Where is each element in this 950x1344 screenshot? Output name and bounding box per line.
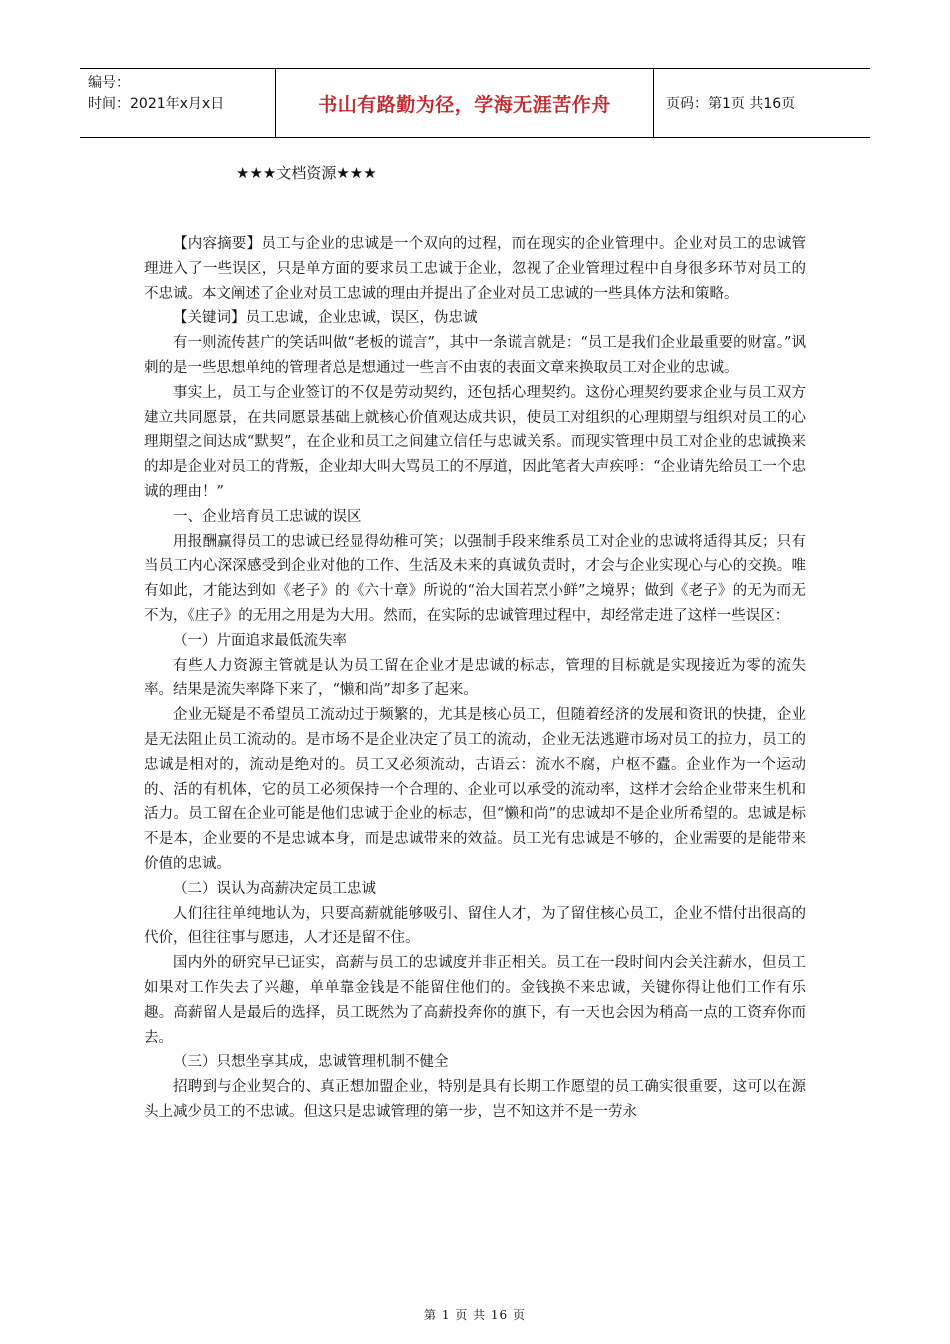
time-label: 时间：2021年x月x日 <box>88 96 225 112</box>
subsection-heading: （一）片面追求最低流失率 <box>173 632 347 649</box>
body-paragraph: 有些人力资源主管就是认为员工留在企业才是忠诚的标志，管理的目标就是实现接近为零的流失率。结果是流失率降下来了，“懒和尚”却多了起来。 <box>144 657 806 699</box>
section-heading: 一、企业培育员工忠诚的误区 <box>173 508 362 525</box>
document-banner: ★★★文档资源★★★ <box>236 164 377 182</box>
header-page-label: 页码：第1页 共16页 <box>666 96 796 112</box>
abstract-paragraph: 【内容摘要】员工与企业的忠诚是一个双向的过程，而在现实的企业管理中。企业对员工的忠诚管理进入了一些误区，只是单方面的要求员工忠诚于企业，忽视了企业管理过程中自身很多环节对员工的不忠诚。本文阐述了企业对员工忠诚的理由并提出了企业对员工忠诚的一些具体方法和策略。 <box>144 236 806 302</box>
code-label: 编号： <box>88 75 130 91</box>
body-paragraph: 有一则流传甚广的笑话叫做“老板的谎言”，其中一条谎言就是：“员工是我们企业最重要的财富。”讽刺的是一些思想单纯的管理者总是想通过一些言不由衷的表面文章来换取员工对企业的忠诚。 <box>144 335 806 376</box>
subsection-heading: （二）误认为高薪决定员工忠诚 <box>173 880 376 897</box>
subsection-heading: （三）只想坐享其成，忠诚管理机制不健全 <box>173 1054 449 1071</box>
keywords-paragraph: 【关键词】员工忠诚，企业忠诚，误区，伪忠诚 <box>173 310 478 327</box>
body-paragraph: 招聘到与企业契合的、真正想加盟企业，特别是具有长期工作愿望的员工确实很重要，这可以在源头上减少员工的不忠诚。但这只是忠诚管理的第一步，岂不知这并不是一劳永 <box>144 1079 806 1120</box>
page-header <box>80 68 870 138</box>
body-paragraph: 人们往往单纯地认为，只要高薪就能够吸引、留住人才，为了留住核心员工，企业不惜付出很高的代价，但往往事与愿违，人才还是留不住。 <box>144 905 806 947</box>
header-meta <box>80 69 276 137</box>
page-footer: 第 1 页 共 16 页 <box>424 1308 526 1322</box>
document-body <box>144 232 806 1125</box>
body-paragraph: 事实上，员工与企业签订的不仅是劳动契约，还包括心理契约。这份心理契约要求企业与员工双方建立共同愿景，在共同愿景基础上就核心价值观达成共识，使员工对组织的心理期望与组织对员工的心理期望之间达成“默契”，在企业和员工之间建立信任与忠诚关系。而现实管理中员工对企业的忠诚换来的却是企业对员工的背叛，企业却大叫大骂员工的不厚道，因此笔者大声疾呼：“企业请先给员工一个忠诚的理由！” <box>144 384 806 500</box>
body-paragraph: 企业无疑是不希望员工流动过于频繁的，尤其是核心员工，但随着经济的发展和资讯的快捷，企业是无法阻止员工流动的。是市场不是企业决定了员工的流动，企业无法逃避市场对员工的拉力，员工的忠诚是相对的，流动是绝对的。员工又必须流动，古语云：流水不腐，户枢不蠹。企业作为一个运动的、活的有机体，它的员工必须保持一个合理的、企业可以承受的流动率，这样才会给企业带来生机和活力。员工留在企业可能是他们忠诚于企业的标志，但“懒和尚”的忠诚却不是企业所希望的。忠诚是标不是本，企业要的不是忠诚本身，而是忠诚带来的效益。员工光有忠诚是不够的，企业需要的是能带来价值的忠诚。 <box>144 707 806 872</box>
body-paragraph: 国内外的研究早已证实，高薪与员工的忠诚度并非正相关。员工在一段时间内会关注薪水，但员工如果对工作失去了兴趣，单单靠金钱是不能留住他们的。金钱换不来忠诚，关键你得让他们工作有乐趣。高薪留人是最后的选择，员工既然为了高薪投奔你的旗下，有一天也会因为稍高一点的工资弃你而去。 <box>144 955 806 1046</box>
body-paragraph: 用报酬赢得员工的忠诚已经显得幼稚可笑；以强制手段来维系员工对企业的忠诚将适得其反；只有当员工内心深深感受到企业对他的工作、生活及未来的真诚负责时，才会与企业实现心与心的交换。唯有如此，才能达到如《老子》的《六十章》所说的“治大国若烹小鲜”之境界；做到《老子》的无为而无不为，《庄子》的无用之用是为大用。然而，在实际的忠诚管理过程中，却经常走进了这样一些误区： <box>144 533 806 624</box>
header-motto: 书山有路勤为径，学海无涯苦作舟 <box>276 69 654 137</box>
